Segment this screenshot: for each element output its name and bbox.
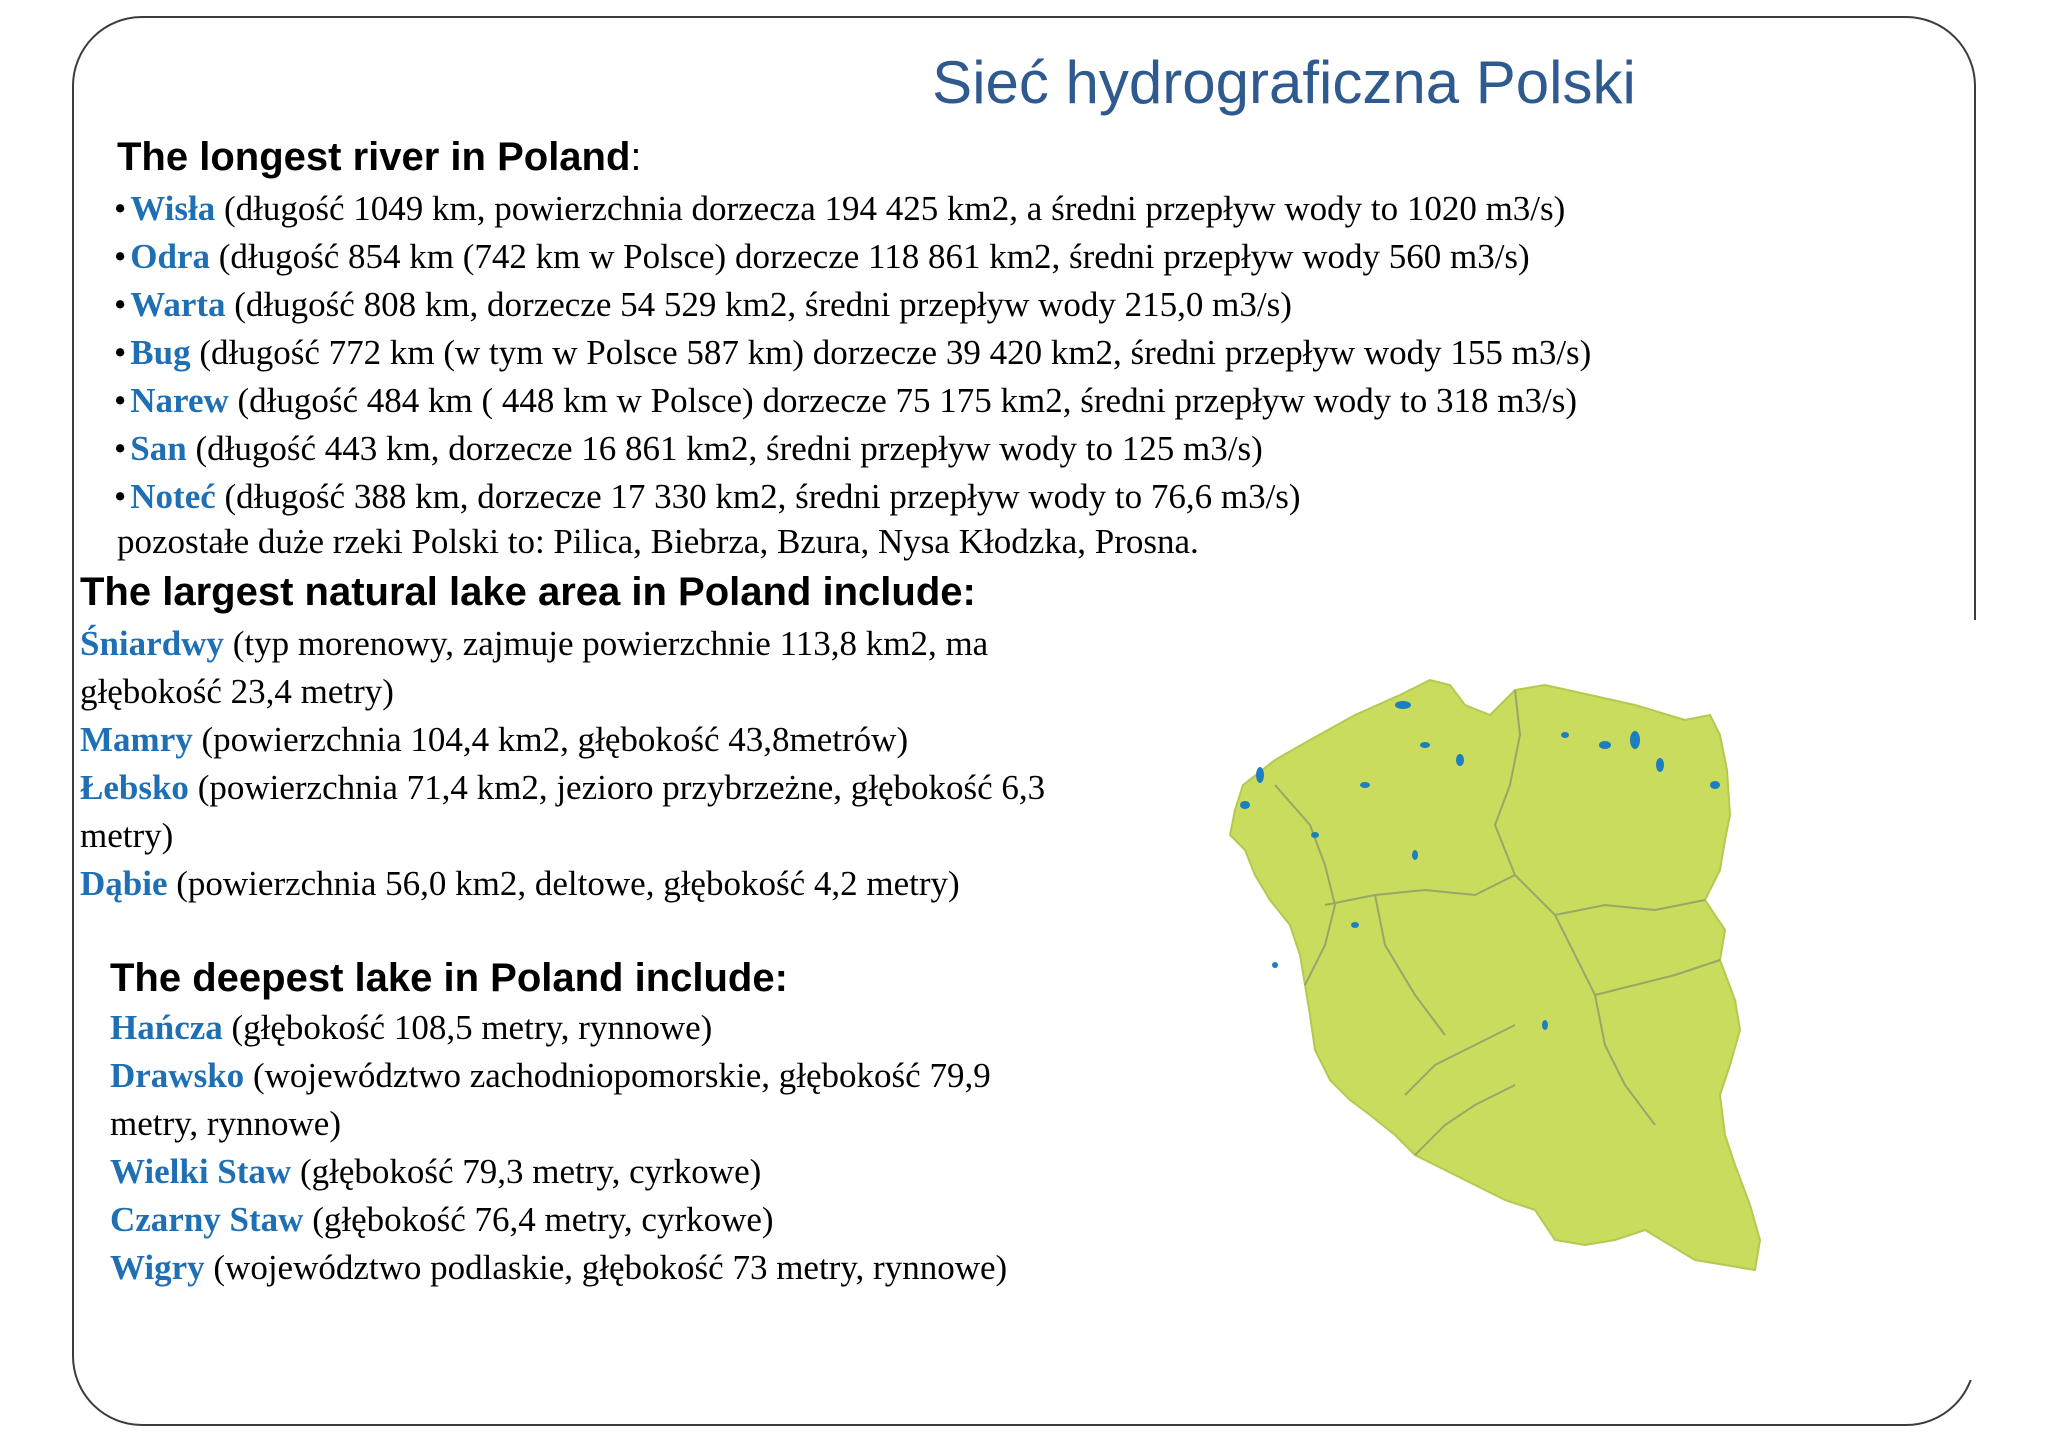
lake-details: (województwo zachodniopomorskie, głębokość 79,9 (244, 1056, 991, 1095)
river-name: Narew (130, 381, 229, 420)
lake-details: (głębokość 79,3 metry, cyrkowe) (291, 1152, 762, 1191)
rivers-heading-text: The longest river in Poland (117, 135, 631, 179)
lake-item (80, 764, 1045, 812)
lake-details: (typ morenowy, zajmuje powierzchnie 113,8 km2, ma (223, 624, 989, 663)
lake-name: Łebsko (80, 768, 189, 807)
lake-item (80, 860, 960, 908)
river-item (114, 329, 1591, 377)
bullet-icon: • (114, 381, 127, 420)
lakes-deep-heading: The deepest lake in Poland include: (110, 956, 788, 1000)
river-item (114, 377, 1577, 425)
lake-item-continuation: metry) (80, 816, 174, 855)
lake-name: Hańcza (110, 1008, 223, 1047)
lake-item (110, 1052, 991, 1100)
lake-item (110, 1148, 761, 1196)
lake-details: (powierzchnia 56,0 km2, deltowe, głębokość 4,2 metry) (167, 864, 960, 903)
poland-hydrography-map (1215, 665, 1915, 1335)
river-item (114, 473, 1301, 521)
lake-item-continuation: metry, rynnowe) (110, 1104, 341, 1143)
lake-details: (powierzchnia 104,4 km2, głębokość 43,8metrów) (192, 720, 909, 759)
rivers-heading (117, 135, 642, 180)
river-item (114, 233, 1530, 281)
lake-item (80, 620, 988, 668)
river-name: Warta (130, 285, 226, 324)
lake-item (110, 1244, 1007, 1292)
lake-name: Drawsko (110, 1056, 245, 1095)
river-name: Wisła (130, 189, 216, 228)
lake-name: Dąbie (80, 864, 168, 903)
lake-item (110, 1004, 712, 1052)
river-item (114, 281, 1292, 329)
lake-item-continuation: głębokość 23,4 metry) (80, 672, 394, 711)
lake-item (110, 1196, 774, 1244)
lake-name: Śniardwy (80, 624, 224, 663)
frame-gap (1955, 620, 2015, 1380)
lake-item (80, 716, 908, 764)
river-name: Noteć (130, 477, 216, 516)
bullet-icon: • (114, 477, 127, 516)
river-details: (długość 1049 km, powierzchnia dorzecza 194 425 km2, a średni przepływ wody to 1020 m3/s) (215, 189, 1566, 228)
river-name: Odra (130, 237, 210, 276)
poland-map-icon (1215, 665, 1915, 1335)
river-item (114, 185, 1565, 233)
river-name: Bug (130, 333, 191, 372)
lake-details: (powierzchnia 71,4 km2, jezioro przybrzeżne, głębokość 6,3 (188, 768, 1046, 807)
bullet-icon: • (114, 333, 127, 372)
river-details: (długość 772 km (w tym w Polsce 587 km) dorzecze 39 420 km2, średni przepływ wody 155 m3/s) (190, 333, 1592, 372)
lakes-area-heading: The largest natural lake area in Poland include: (80, 570, 976, 614)
river-details: (długość 854 km (742 km w Polsce) dorzecze 118 861 km2, średni przepływ wody 560 m3/s) (210, 237, 1530, 276)
rivers-note: pozostałe duże rzeki Polski to: Pilica, Biebrza, Bzura, Nysa Kłodzka, Prosna. (117, 522, 1199, 561)
river-details: (długość 388 km, dorzecze 17 330 km2, średni przepływ wody to 76,6 m3/s) (215, 477, 1301, 516)
lake-details: (głębokość 108,5 metry, rynnowe) (222, 1008, 713, 1047)
lake-details: (województwo podlaskie, głębokość 73 metry, rynnowe) (204, 1248, 1008, 1287)
river-details: (długość 484 km ( 448 km w Polsce) dorzecze 75 175 km2, średni przepływ wody to 318 m3/s) (228, 381, 1578, 420)
bullet-icon: • (114, 189, 127, 228)
lake-name: Czarny Staw (110, 1200, 304, 1239)
river-details: (długość 443 km, dorzecze 16 861 km2, średni przepływ wody to 125 m3/s) (186, 429, 1263, 468)
bullet-icon: • (114, 285, 127, 324)
lake-name: Mamry (80, 720, 193, 759)
river-details: (długość 808 km, dorzecze 54 529 km2, średni przepływ wody 215,0 m3/s) (225, 285, 1292, 324)
bullet-icon: • (114, 237, 127, 276)
river-name: San (130, 429, 187, 468)
slide-title: Sieć hydrograficzna Polski (932, 49, 1636, 116)
bullet-icon: • (114, 429, 127, 468)
lake-name: Wigry (110, 1248, 205, 1287)
rivers-heading-colon: : (630, 135, 642, 179)
lake-details: (głębokość 76,4 metry, cyrkowe) (303, 1200, 774, 1239)
river-item (114, 425, 1263, 473)
lake-name: Wielki Staw (110, 1152, 292, 1191)
